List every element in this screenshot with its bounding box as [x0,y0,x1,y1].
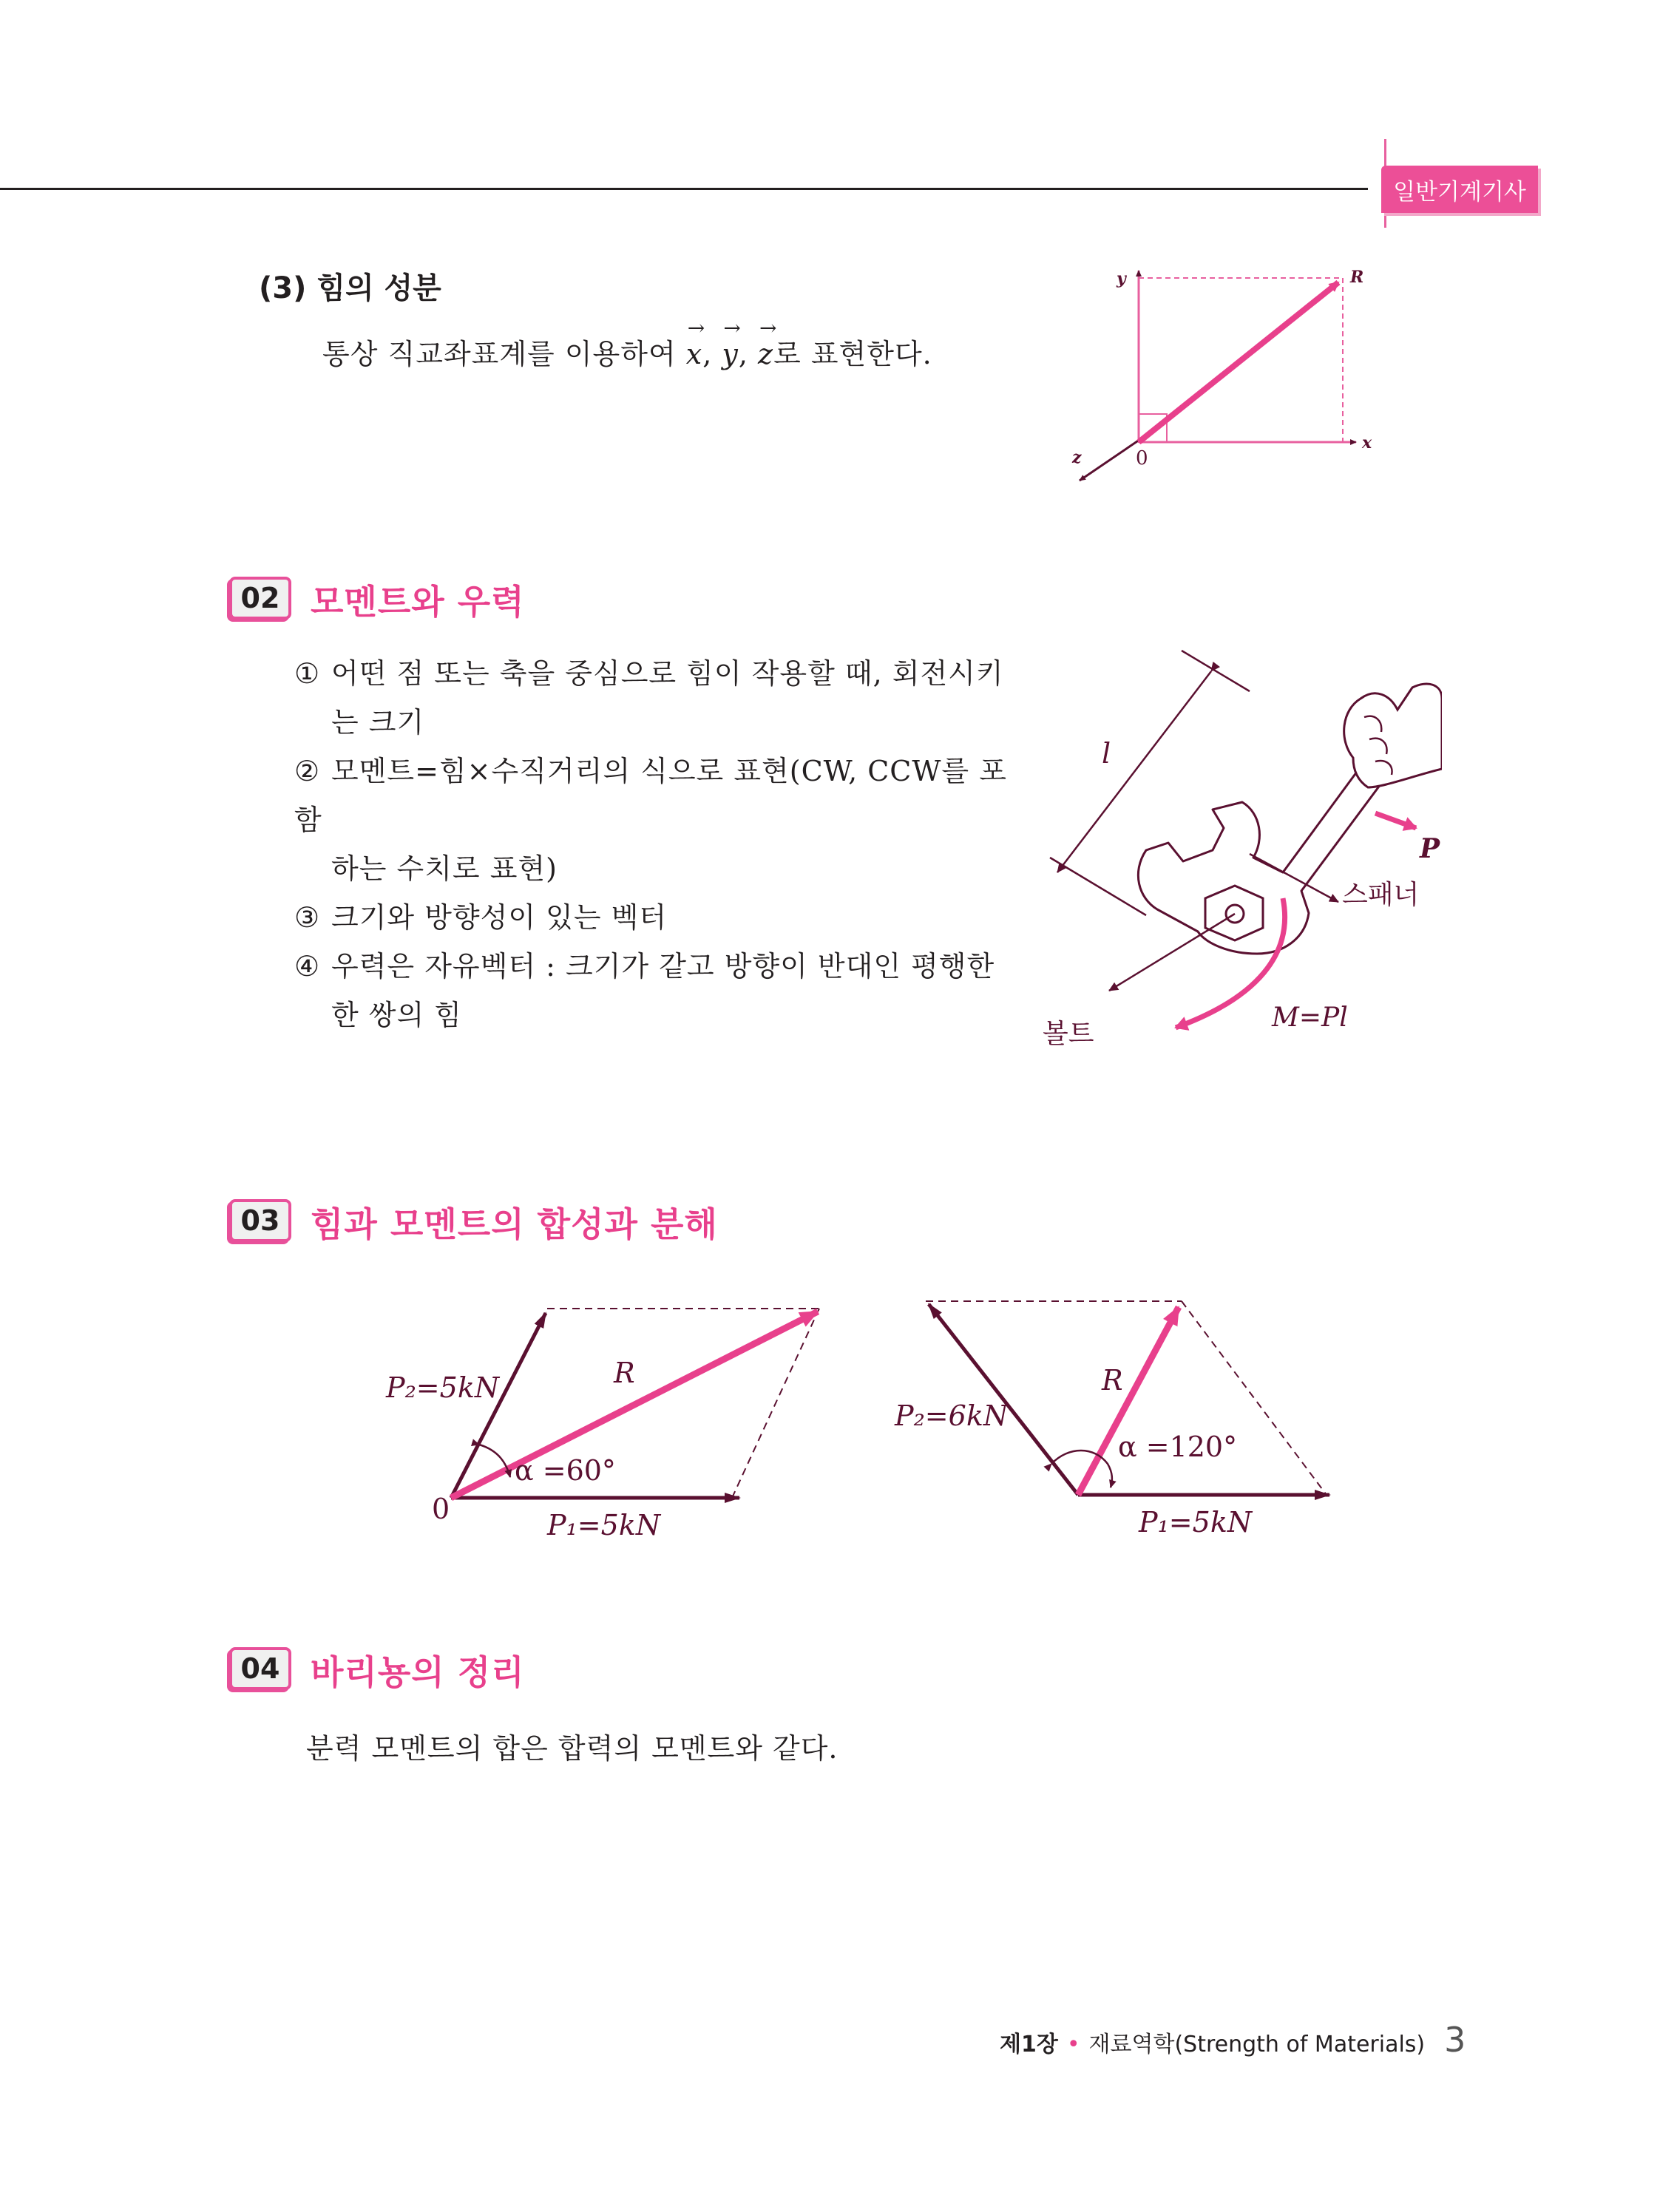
list-item: ③ 크기와 방향성이 있는 벡터 [294,901,668,934]
dimension-line-l [1057,671,1211,872]
page-number: 3 [1444,2020,1466,2060]
section-number-badge: 02 [229,577,291,620]
label-P1: P₁=5kN [1139,1506,1253,1538]
section-title: 바리뇽의 정리 [311,1652,525,1692]
label-P2: P₂=6kN [895,1400,1009,1432]
subsection-heading: (3) 힘의 성분 [259,271,441,305]
coordinate-vector-figure [1065,259,1390,488]
label-bolt: 볼트 [1043,1019,1094,1049]
spanner-moment-figure [1028,628,1442,1072]
section-number-badge: 04 [229,1647,291,1690]
vector-arrow-icon: → [723,316,742,340]
label-moment: M=Pl [1272,1002,1348,1033]
footer-chapter: 제1장 [1000,2032,1058,2057]
page-footer [1000,2020,1466,2060]
sentence-prefix: 통상 직교좌표계를 이용하여 [322,338,686,370]
dashed-right [1182,1301,1327,1495]
force-components-sentence: 통상 직교좌표계를 이용하여 → x, → y, → z로 표현한다. [322,316,932,370]
label-origin: 0 [432,1493,450,1525]
dimension-extension-top [1182,651,1250,691]
label-y: y [1117,269,1126,288]
list-item: ④ 우력은 자유벡터 : 크기가 같고 방향이 반대인 평행한 한 쌍의 힘 [294,950,995,1031]
resultant-R [1078,1307,1179,1495]
label-alpha: α =120° [1118,1431,1238,1463]
vector-x: → x [685,316,706,370]
label-z: z [1072,448,1082,467]
label-alpha: α =60° [515,1454,616,1487]
list-item: ② 모멘트=힘×수직거리의 식으로 표현(CW, CCW를 포함 하는 수치로 표현) [294,755,1007,885]
resultant-vector-R [1139,282,1338,442]
moment-definition-list [294,649,1019,1039]
force-parallelogram-60 [370,1279,873,1575]
force-arrow-P [1375,813,1416,828]
list-item: ① 어떤 점 또는 축을 중심으로 힘이 작용할 때, 회전시키 는 크기 [294,657,1004,739]
footer-bullet: • [1066,2032,1080,2057]
dimension-extension-bottom [1050,858,1146,915]
resultant-R [451,1312,818,1498]
header-rule [0,188,1368,190]
label-R: R [1350,268,1364,287]
section-number-badge: 03 [229,1199,291,1242]
bolt-leader [1109,914,1235,991]
section-title: 힘과 모멘트의 합성과 분해 [311,1204,718,1244]
footer-subject: 재료역학(Strength of Materials) [1088,2032,1426,2057]
label-x: x [1362,433,1372,452]
label-P: P [1420,833,1440,864]
vector-z: → z [758,316,778,370]
label-P2: P₂=5kN [386,1371,500,1404]
varignon-statement: 분력 모멘트의 합은 합력의 모멘트와 같다. [306,1732,838,1765]
label-origin: 0 [1136,447,1148,469]
label-length: l [1102,737,1111,770]
label-R: R [1102,1364,1123,1397]
force-parallelogram-120 [887,1279,1346,1575]
section-title: 모멘트와 우력 [311,582,525,622]
label-R: R [614,1357,635,1389]
vector-arrow-icon: → [759,316,778,340]
sentence-suffix: 로 표현한다. [773,338,932,370]
label-spanner: 스패너 [1342,880,1420,910]
dashed-right [732,1309,819,1498]
hand-icon [1344,684,1442,787]
vector-y: → y [722,316,742,370]
vector-arrow-icon: → [687,316,706,340]
label-P1: P₁=5kN [547,1509,661,1541]
header-book-tab: 일반기계기사 [1381,166,1538,213]
